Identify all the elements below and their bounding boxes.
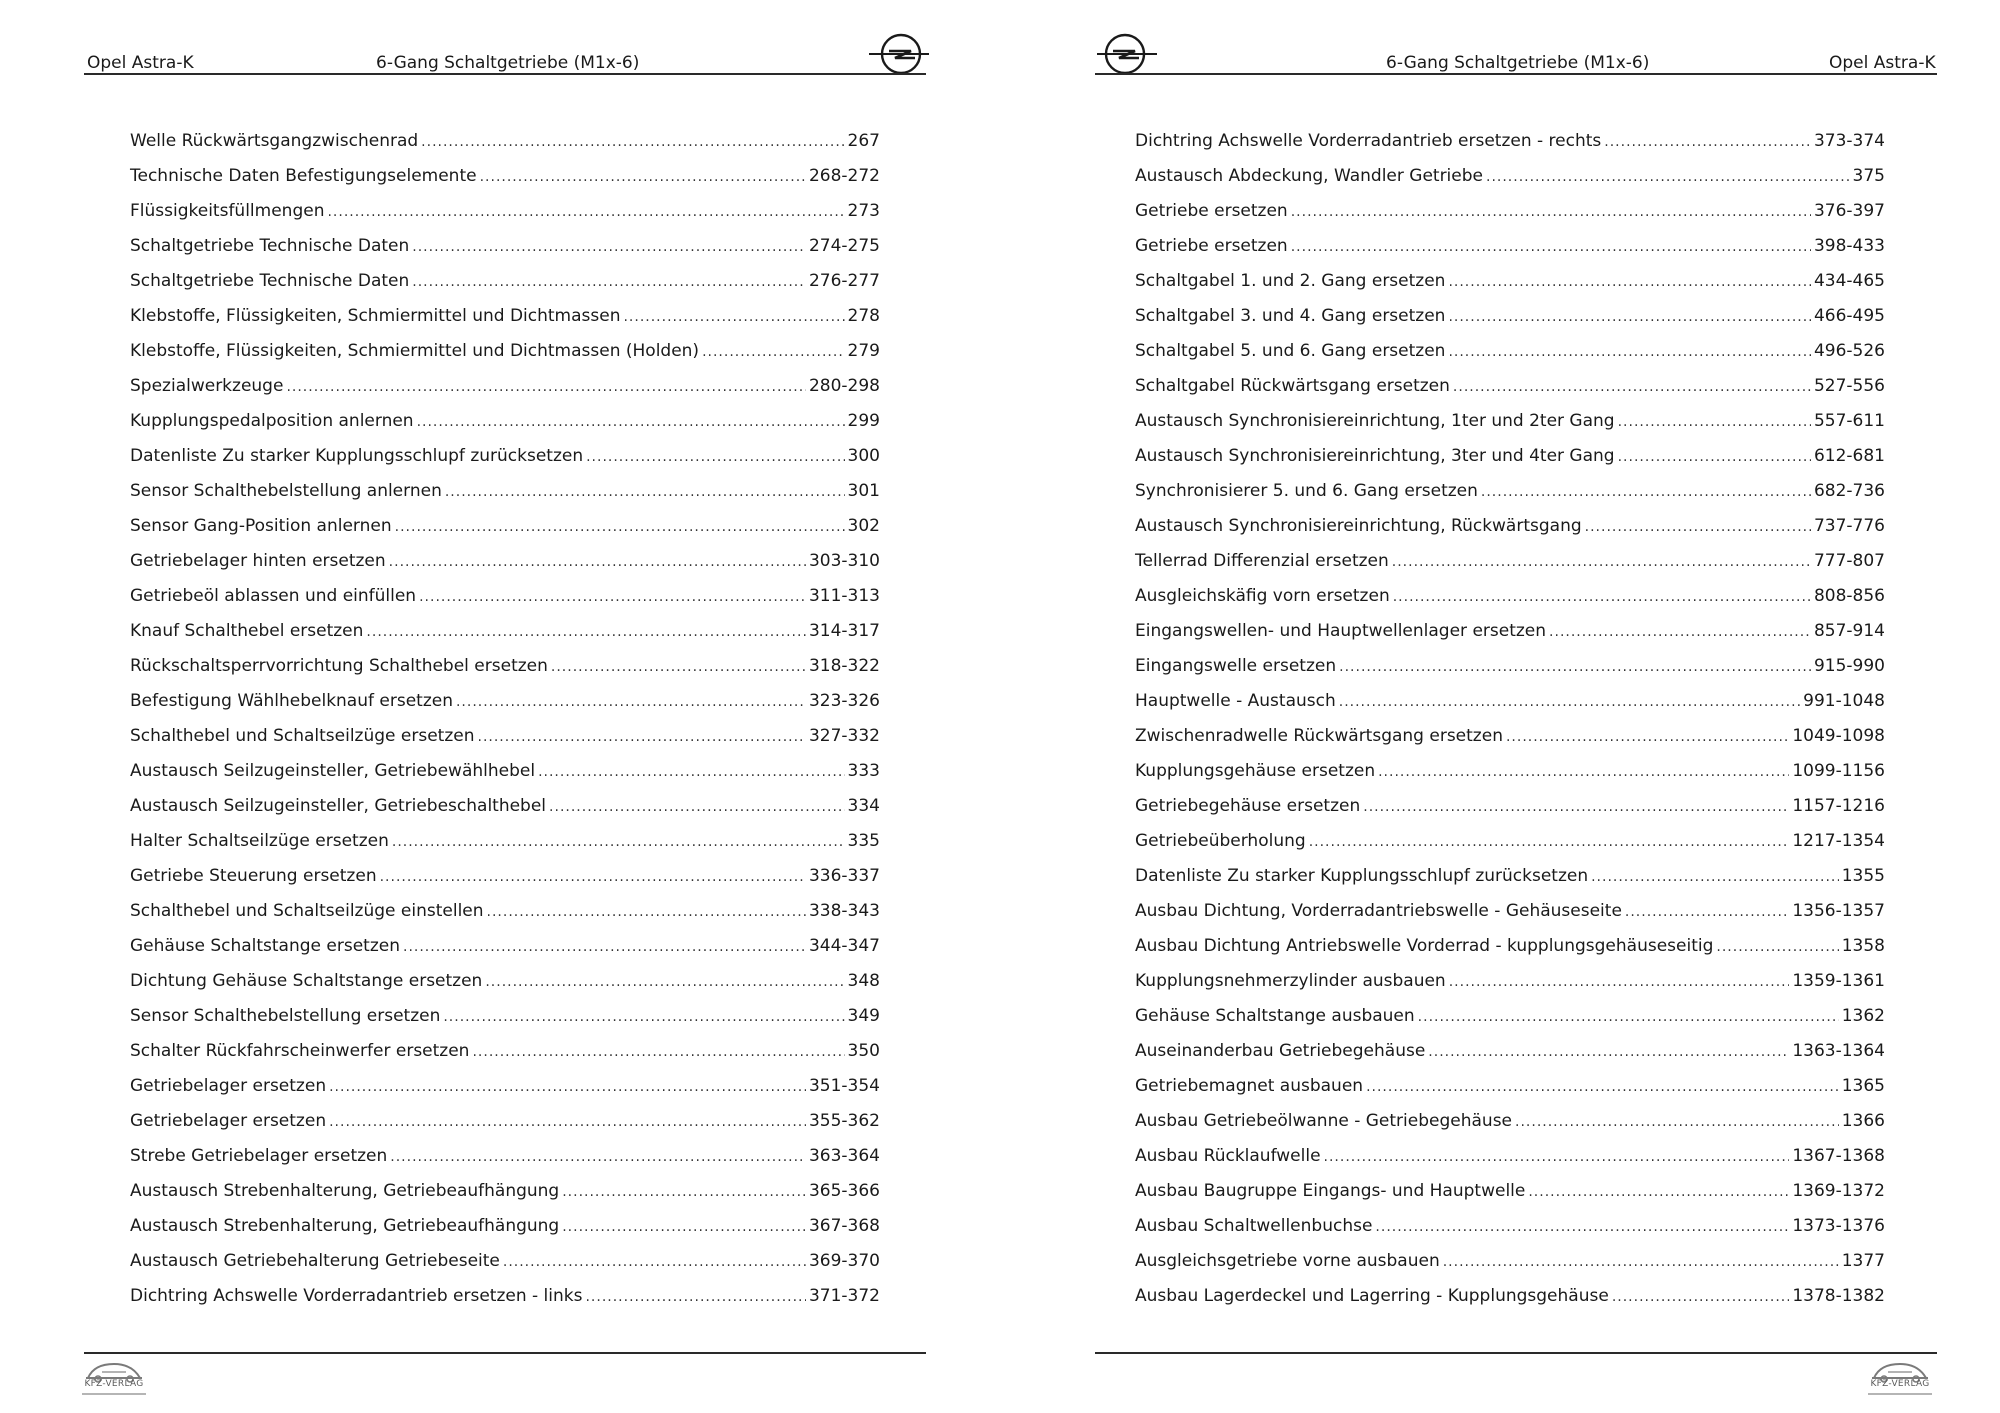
toc-entry-title: Eingangswellen- und Hauptwellenlager ersetzen bbox=[1135, 621, 1547, 641]
toc-entry-page: 1369-1372 bbox=[1792, 1181, 1885, 1201]
toc-entry bbox=[1135, 935, 1885, 970]
toc-entry-title: Austausch Abdeckung, Wandler Getriebe bbox=[1135, 166, 1483, 186]
toc-entry-page: 466-495 bbox=[1813, 306, 1885, 326]
toc-entry-title: Getriebe ersetzen bbox=[1135, 201, 1288, 221]
toc-entry-title: Auseinanderbau Getriebegehäuse bbox=[1135, 1041, 1426, 1061]
toc-entry-title: Austausch Strebenhalterung, Getriebeaufhängung bbox=[130, 1181, 560, 1201]
opel-logo-icon bbox=[867, 30, 931, 76]
toc-entry-page: 1356-1357 bbox=[1792, 901, 1885, 921]
toc-entry bbox=[1135, 165, 1885, 200]
toc-entry-title: Getriebelager ersetzen bbox=[130, 1076, 327, 1096]
toc-entry bbox=[1135, 515, 1885, 550]
toc-entry-page: 1217-1354 bbox=[1792, 831, 1885, 851]
toc-entry-page: 857-914 bbox=[1813, 621, 1885, 641]
toc-entry-page: 336-337 bbox=[808, 866, 880, 886]
toc-entry-page: 434-465 bbox=[1813, 271, 1885, 291]
toc-entry-title: Schalthebel und Schaltseilzüge ersetzen bbox=[130, 726, 475, 746]
toc-entry bbox=[130, 865, 880, 900]
toc-leader-dots bbox=[702, 341, 844, 363]
car-wrench-icon bbox=[80, 1356, 148, 1396]
toc-entry-page: 311-313 bbox=[808, 586, 880, 606]
toc-entry-page: 350 bbox=[847, 1041, 880, 1061]
toc-leader-dots bbox=[1625, 901, 1789, 923]
toc-entry-page: 398-433 bbox=[1813, 236, 1885, 256]
toc-entry bbox=[130, 235, 880, 270]
toc-entry-page: 527-556 bbox=[1813, 376, 1885, 396]
toc-list-left bbox=[130, 130, 880, 1320]
toc-entry-page: 1358 bbox=[1841, 936, 1885, 956]
toc-entry bbox=[130, 1180, 880, 1215]
header-car-model: Opel Astra-K bbox=[87, 53, 194, 73]
toc-entry bbox=[130, 620, 880, 655]
toc-entry bbox=[1135, 1005, 1885, 1040]
toc-entry bbox=[130, 515, 880, 550]
toc-entry bbox=[130, 165, 880, 200]
publisher-name: KFZ-VERLAG bbox=[1870, 1379, 1930, 1389]
toc-entry bbox=[1135, 1285, 1885, 1320]
toc-leader-dots bbox=[456, 691, 806, 713]
toc-entry-page: 682-736 bbox=[1813, 481, 1885, 501]
toc-entry-page: 991-1048 bbox=[1803, 691, 1885, 711]
toc-entry bbox=[130, 585, 880, 620]
toc-leader-dots bbox=[1618, 446, 1811, 468]
toc-entry-title: Getriebeöl ablassen und einfüllen bbox=[130, 586, 417, 606]
toc-entry bbox=[1135, 340, 1885, 375]
toc-leader-dots bbox=[623, 306, 844, 328]
toc-entry bbox=[1135, 1075, 1885, 1110]
toc-leader-dots bbox=[1375, 1216, 1789, 1238]
toc-entry-title: Gehäuse Schaltstange ausbauen bbox=[1135, 1006, 1415, 1026]
toc-entry-title: Ausgleichsgetriebe vorne ausbauen bbox=[1135, 1251, 1440, 1271]
toc-entry-page: 300 bbox=[847, 446, 880, 466]
footer-rule bbox=[1095, 1352, 1937, 1354]
car-wrench-icon bbox=[1866, 1356, 1934, 1396]
toc-leader-dots bbox=[417, 411, 845, 433]
toc-entry-title: Spezialwerkzeuge bbox=[130, 376, 284, 396]
toc-leader-dots bbox=[380, 866, 806, 888]
toc-entry bbox=[130, 1215, 880, 1250]
toc-entry-title: Sensor Schalthebelstellung ersetzen bbox=[130, 1006, 441, 1026]
toc-entry-title: Technische Daten Befestigungselemente bbox=[130, 166, 477, 186]
toc-entry bbox=[1135, 235, 1885, 270]
toc-entry-page: 338-343 bbox=[808, 901, 880, 921]
opel-logo-icon bbox=[1095, 30, 1159, 76]
toc-entry-page: 376-397 bbox=[1813, 201, 1885, 221]
toc-entry-title: Flüssigkeitsfüllmengen bbox=[130, 201, 325, 221]
toc-leader-dots bbox=[485, 971, 844, 993]
toc-leader-dots bbox=[478, 726, 806, 748]
toc-leader-dots bbox=[1591, 866, 1839, 888]
toc-leader-dots bbox=[1515, 1111, 1839, 1133]
toc-leader-dots bbox=[562, 1216, 806, 1238]
toc-entry-page: 351-354 bbox=[808, 1076, 880, 1096]
toc-entry-title: Austausch Getriebehalterung Getriebeseite bbox=[130, 1251, 500, 1271]
toc-leader-dots bbox=[443, 1006, 844, 1028]
toc-entry-page: 355-362 bbox=[808, 1111, 880, 1131]
toc-entry-title: Austausch Seilzugeinsteller, Getriebewählhebel bbox=[130, 761, 536, 781]
toc-entry bbox=[130, 410, 880, 445]
toc-entry bbox=[130, 305, 880, 340]
toc-entry-title: Rückschaltsperrvorrichtung Schalthebel ersetzen bbox=[130, 656, 548, 676]
toc-leader-dots bbox=[503, 1251, 806, 1273]
toc-entry-page: 279 bbox=[847, 341, 880, 361]
toc-leader-dots bbox=[1393, 586, 1811, 608]
toc-entry bbox=[1135, 270, 1885, 305]
toc-entry bbox=[130, 725, 880, 760]
toc-leader-dots bbox=[412, 236, 806, 258]
toc-entry-title: Datenliste Zu starker Kupplungsschlupf zurücksetzen bbox=[130, 446, 584, 466]
toc-entry-page: 1359-1361 bbox=[1792, 971, 1885, 991]
toc-entry bbox=[130, 550, 880, 585]
toc-entry-title: Getriebelager hinten ersetzen bbox=[130, 551, 386, 571]
toc-entry-page: 323-326 bbox=[808, 691, 880, 711]
toc-entry bbox=[130, 795, 880, 830]
toc-entry-title: Schaltgabel 1. und 2. Gang ersetzen bbox=[1135, 271, 1446, 291]
toc-leader-dots bbox=[412, 271, 806, 293]
toc-entry-page: 349 bbox=[847, 1006, 880, 1026]
toc-entry bbox=[130, 935, 880, 970]
toc-entry-title: Klebstoffe, Flüssigkeiten, Schmiermittel und Dichtmassen (Holden) bbox=[130, 341, 700, 361]
toc-entry-title: Austausch Strebenhalterung, Getriebeaufhängung bbox=[130, 1216, 560, 1236]
toc-entry bbox=[130, 1075, 880, 1110]
toc-entry-title: Dichtung Gehäuse Schaltstange ersetzen bbox=[130, 971, 483, 991]
toc-entry bbox=[130, 270, 880, 305]
toc-entry bbox=[1135, 1180, 1885, 1215]
toc-entry-page: 612-681 bbox=[1813, 446, 1885, 466]
toc-entry-title: Dichtring Achswelle Vorderradantrieb ersetzen - rechts bbox=[1135, 131, 1602, 151]
toc-entry bbox=[1135, 1040, 1885, 1075]
toc-entry-page: 496-526 bbox=[1813, 341, 1885, 361]
toc-entry-page: 348 bbox=[847, 971, 880, 991]
publisher-underline bbox=[1868, 1393, 1932, 1395]
toc-entry-page: 273 bbox=[847, 201, 880, 221]
toc-entry-title: Schaltgabel 5. und 6. Gang ersetzen bbox=[1135, 341, 1446, 361]
toc-entry-page: 303-310 bbox=[808, 551, 880, 571]
toc-entry bbox=[1135, 550, 1885, 585]
toc-entry bbox=[130, 375, 880, 410]
kfz-verlag-logo bbox=[1866, 1356, 1934, 1396]
toc-leader-dots bbox=[549, 796, 845, 818]
toc-entry-title: Datenliste Zu starker Kupplungsschlupf zurücksetzen bbox=[1135, 866, 1589, 886]
toc-entry bbox=[1135, 130, 1885, 165]
toc-leader-dots bbox=[1449, 971, 1790, 993]
toc-leader-dots bbox=[1549, 621, 1811, 643]
header-title: 6-Gang Schaltgetriebe (M1x-6) bbox=[1386, 53, 1650, 73]
toc-entry-page: 1363-1364 bbox=[1792, 1041, 1885, 1061]
header-rule bbox=[84, 73, 926, 75]
toc-leader-dots bbox=[1392, 551, 1811, 573]
toc-leader-dots bbox=[472, 1041, 844, 1063]
toc-entry bbox=[130, 445, 880, 480]
toc-entry-title: Zwischenradwelle Rückwärtsgang ersetzen bbox=[1135, 726, 1503, 746]
toc-entry-page: 1099-1156 bbox=[1792, 761, 1885, 781]
toc-entry-title: Ausbau Dichtung, Vorderradantriebswelle - Gehäuseseite bbox=[1135, 901, 1622, 921]
toc-leader-dots bbox=[1363, 796, 1789, 818]
toc-leader-dots bbox=[487, 901, 806, 923]
toc-entry-page: 365-366 bbox=[808, 1181, 880, 1201]
toc-leader-dots bbox=[586, 446, 844, 468]
toc-leader-dots bbox=[538, 761, 844, 783]
toc-entry-title: Ausbau Schaltwellenbuchse bbox=[1135, 1216, 1373, 1236]
toc-leader-dots bbox=[1448, 341, 1811, 363]
toc-entry-page: 333 bbox=[847, 761, 880, 781]
toc-leader-dots bbox=[445, 481, 845, 503]
toc-entry-page: 373-374 bbox=[1813, 131, 1885, 151]
toc-entry-page: 267 bbox=[847, 131, 880, 151]
toc-leader-dots bbox=[585, 1286, 805, 1308]
toc-entry-title: Austausch Synchronisiereinrichtung, 1ter und 2ter Gang bbox=[1135, 411, 1615, 431]
toc-entry-page: 363-364 bbox=[808, 1146, 880, 1166]
footer-rule bbox=[84, 1352, 926, 1354]
toc-leader-dots bbox=[1528, 1181, 1789, 1203]
toc-entry bbox=[130, 130, 880, 165]
toc-leader-dots bbox=[392, 831, 845, 853]
toc-leader-dots bbox=[1428, 1041, 1789, 1063]
toc-leader-dots bbox=[1378, 761, 1789, 783]
toc-entry-page: 1377 bbox=[1841, 1251, 1885, 1271]
toc-entry-title: Schalthebel und Schaltseilzüge einstellen bbox=[130, 901, 484, 921]
toc-entry-page: 367-368 bbox=[808, 1216, 880, 1236]
toc-entry-title: Getriebe Steuerung ersetzen bbox=[130, 866, 377, 886]
toc-leader-dots bbox=[480, 166, 806, 188]
toc-entry-title: Dichtring Achswelle Vorderradantrieb ersetzen - links bbox=[130, 1286, 583, 1306]
toc-entry-page: 1157-1216 bbox=[1792, 796, 1885, 816]
toc-leader-dots bbox=[1418, 1006, 1839, 1028]
kfz-verlag-logo bbox=[80, 1356, 148, 1396]
toc-entry-title: Getriebelager ersetzen bbox=[130, 1111, 327, 1131]
toc-entry-page: 276-277 bbox=[808, 271, 880, 291]
toc-entry-title: Schaltgabel Rückwärtsgang ersetzen bbox=[1135, 376, 1450, 396]
toc-entry-page: 301 bbox=[847, 481, 880, 501]
toc-entry bbox=[1135, 410, 1885, 445]
toc-entry-page: 299 bbox=[847, 411, 880, 431]
toc-entry-title: Schalter Rückfahrscheinwerfer ersetzen bbox=[130, 1041, 470, 1061]
toc-leader-dots bbox=[562, 1181, 806, 1203]
toc-entry-page: 808-856 bbox=[1813, 586, 1885, 606]
toc-entry-page: 335 bbox=[847, 831, 880, 851]
toc-entry bbox=[1135, 830, 1885, 865]
right-page bbox=[1000, 0, 2000, 1413]
toc-entry bbox=[1135, 585, 1885, 620]
toc-entry-page: 371-372 bbox=[808, 1286, 880, 1306]
toc-leader-dots bbox=[366, 621, 806, 643]
toc-leader-dots bbox=[1612, 1286, 1790, 1308]
toc-entry bbox=[1135, 480, 1885, 515]
toc-entry bbox=[130, 1005, 880, 1040]
toc-entry bbox=[1135, 760, 1885, 795]
toc-entry-title: Ausbau Baugruppe Eingangs- und Hauptwelle bbox=[1135, 1181, 1526, 1201]
toc-leader-dots bbox=[329, 1076, 806, 1098]
toc-leader-dots bbox=[286, 376, 806, 398]
toc-entry-title: Klebstoffe, Flüssigkeiten, Schmiermittel und Dichtmassen bbox=[130, 306, 621, 326]
toc-entry-page: 268-272 bbox=[808, 166, 880, 186]
toc-entry bbox=[1135, 445, 1885, 480]
toc-entry bbox=[1135, 200, 1885, 235]
toc-entry-title: Austausch Synchronisiereinrichtung, Rückwärtsgang bbox=[1135, 516, 1582, 536]
toc-entry-title: Ausbau Lagerdeckel und Lagerring - Kupplungsgehäuse bbox=[1135, 1286, 1609, 1306]
toc-entry-title: Welle Rückwärtsgangzwischenrad bbox=[130, 131, 419, 151]
toc-leader-dots bbox=[1486, 166, 1850, 188]
toc-entry-title: Getriebegehäuse ersetzen bbox=[1135, 796, 1361, 816]
toc-entry-title: Halter Schaltseilzüge ersetzen bbox=[130, 831, 389, 851]
toc-entry bbox=[1135, 655, 1885, 690]
toc-entry-title: Eingangswelle ersetzen bbox=[1135, 656, 1337, 676]
toc-leader-dots bbox=[1309, 831, 1790, 853]
toc-leader-dots bbox=[1291, 236, 1811, 258]
toc-leader-dots bbox=[551, 656, 806, 678]
toc-entry-page: 737-776 bbox=[1813, 516, 1885, 536]
toc-entry bbox=[1135, 690, 1885, 725]
toc-entry-page: 344-347 bbox=[808, 936, 880, 956]
toc-entry-title: Austausch Seilzugeinsteller, Getriebeschalthebel bbox=[130, 796, 547, 816]
toc-entry bbox=[130, 655, 880, 690]
toc-entry-page: 375 bbox=[1852, 166, 1885, 186]
toc-leader-dots bbox=[1339, 691, 1800, 713]
toc-entry-page: 1378-1382 bbox=[1792, 1286, 1885, 1306]
toc-entry bbox=[1135, 725, 1885, 760]
publisher-underline bbox=[82, 1393, 146, 1395]
toc-entry bbox=[130, 760, 880, 795]
toc-entry bbox=[130, 200, 880, 235]
toc-leader-dots bbox=[327, 201, 844, 223]
toc-entry-title: Getriebemagnet ausbauen bbox=[1135, 1076, 1364, 1096]
toc-leader-dots bbox=[390, 1146, 806, 1168]
toc-entry-page: 1367-1368 bbox=[1792, 1146, 1885, 1166]
toc-entry bbox=[1135, 865, 1885, 900]
toc-leader-dots bbox=[1506, 726, 1789, 748]
toc-leader-dots bbox=[1448, 271, 1811, 293]
toc-leader-dots bbox=[1448, 306, 1811, 328]
toc-entry-page: 557-611 bbox=[1813, 411, 1885, 431]
toc-entry-title: Getriebe ersetzen bbox=[1135, 236, 1288, 256]
toc-entry bbox=[1135, 375, 1885, 410]
toc-entry-page: 327-332 bbox=[808, 726, 880, 746]
toc-entry bbox=[1135, 1215, 1885, 1250]
toc-entry-title: Getriebeüberholung bbox=[1135, 831, 1306, 851]
toc-leader-dots bbox=[403, 936, 806, 958]
toc-entry-page: 314-317 bbox=[808, 621, 880, 641]
toc-entry-page: 1355 bbox=[1841, 866, 1885, 886]
toc-entry-title: Strebe Getriebelager ersetzen bbox=[130, 1146, 388, 1166]
toc-entry-page: 1365 bbox=[1841, 1076, 1885, 1096]
toc-entry bbox=[130, 480, 880, 515]
toc-entry-page: 274-275 bbox=[808, 236, 880, 256]
toc-entry-title: Schaltgetriebe Technische Daten bbox=[130, 236, 410, 256]
toc-leader-dots bbox=[395, 516, 845, 538]
toc-entry bbox=[130, 340, 880, 375]
toc-leader-dots bbox=[1443, 1251, 1839, 1273]
toc-entry-page: 369-370 bbox=[808, 1251, 880, 1271]
toc-entry bbox=[1135, 305, 1885, 340]
toc-entry-title: Sensor Schalthebelstellung anlernen bbox=[130, 481, 442, 501]
toc-leader-dots bbox=[1716, 936, 1838, 958]
toc-entry bbox=[1135, 620, 1885, 655]
toc-leader-dots bbox=[419, 586, 806, 608]
toc-leader-dots bbox=[421, 131, 844, 153]
toc-entry bbox=[1135, 1250, 1885, 1285]
toc-entry bbox=[1135, 900, 1885, 935]
toc-entry-page: 318-322 bbox=[808, 656, 880, 676]
toc-entry-title: Gehäuse Schaltstange ersetzen bbox=[130, 936, 400, 956]
toc-entry bbox=[1135, 795, 1885, 830]
toc-entry-page: 1366 bbox=[1841, 1111, 1885, 1131]
toc-entry-page: 1362 bbox=[1841, 1006, 1885, 1026]
toc-entry-title: Schaltgetriebe Technische Daten bbox=[130, 271, 410, 291]
header-car-model: Opel Astra-K bbox=[1829, 53, 1936, 73]
toc-entry-title: Ausbau Dichtung Antriebswelle Vorderrad - kupplungsgehäuseseitig bbox=[1135, 936, 1714, 956]
header-title: 6-Gang Schaltgetriebe (M1x-6) bbox=[376, 53, 640, 73]
toc-entry-page: 777-807 bbox=[1813, 551, 1885, 571]
toc-entry bbox=[130, 1250, 880, 1285]
toc-entry-page: 278 bbox=[847, 306, 880, 326]
toc-entry-title: Tellerrad Differenzial ersetzen bbox=[1135, 551, 1389, 571]
toc-leader-dots bbox=[329, 1111, 806, 1133]
toc-entry-title: Kupplungsgehäuse ersetzen bbox=[1135, 761, 1376, 781]
header-rule bbox=[1095, 73, 1937, 75]
toc-entry-page: 302 bbox=[847, 516, 880, 536]
toc-entry bbox=[1135, 1110, 1885, 1145]
toc-entry-page: 280-298 bbox=[808, 376, 880, 396]
toc-leader-dots bbox=[1339, 656, 1811, 678]
toc-entry-title: Befestigung Wählhebelknauf ersetzen bbox=[130, 691, 453, 711]
toc-leader-dots bbox=[389, 551, 806, 573]
toc-entry bbox=[130, 830, 880, 865]
toc-entry-title: Kupplungspedalposition anlernen bbox=[130, 411, 414, 431]
toc-entry bbox=[130, 1145, 880, 1180]
toc-entry bbox=[1135, 970, 1885, 1005]
toc-entry-title: Kupplungsnehmerzylinder ausbauen bbox=[1135, 971, 1446, 991]
toc-list-right bbox=[1135, 130, 1885, 1320]
toc-entry bbox=[1135, 1145, 1885, 1180]
toc-entry-title: Knauf Schalthebel ersetzen bbox=[130, 621, 364, 641]
toc-leader-dots bbox=[1604, 131, 1811, 153]
toc-leader-dots bbox=[1618, 411, 1811, 433]
toc-entry bbox=[130, 1040, 880, 1075]
toc-entry-title: Schaltgabel 3. und 4. Gang ersetzen bbox=[1135, 306, 1446, 326]
toc-entry-page: 334 bbox=[847, 796, 880, 816]
toc-leader-dots bbox=[1585, 516, 1811, 538]
toc-entry bbox=[130, 690, 880, 725]
toc-leader-dots bbox=[1366, 1076, 1839, 1098]
toc-entry bbox=[130, 1285, 880, 1320]
toc-entry bbox=[130, 1110, 880, 1145]
toc-entry-title: Ausbau Getriebeölwanne - Getriebegehäuse bbox=[1135, 1111, 1513, 1131]
toc-leader-dots bbox=[1324, 1146, 1790, 1168]
toc-leader-dots bbox=[1453, 376, 1811, 398]
toc-entry-title: Austausch Synchronisiereinrichtung, 3ter und 4ter Gang bbox=[1135, 446, 1615, 466]
toc-entry-title: Ausgleichskäfig vorn ersetzen bbox=[1135, 586, 1390, 606]
toc-entry-title: Synchronisierer 5. und 6. Gang ersetzen bbox=[1135, 481, 1478, 501]
toc-entry bbox=[130, 970, 880, 1005]
toc-entry-page: 1049-1098 bbox=[1792, 726, 1885, 746]
toc-entry-page: 915-990 bbox=[1813, 656, 1885, 676]
toc-entry-page: 1373-1376 bbox=[1792, 1216, 1885, 1236]
toc-entry-title: Ausbau Rücklaufwelle bbox=[1135, 1146, 1321, 1166]
publisher-name: KFZ-VERLAG bbox=[84, 1379, 144, 1389]
toc-leader-dots bbox=[1481, 481, 1811, 503]
toc-leader-dots bbox=[1291, 201, 1811, 223]
toc-entry-title: Sensor Gang-Position anlernen bbox=[130, 516, 392, 536]
toc-entry-title: Hauptwelle - Austausch bbox=[1135, 691, 1336, 711]
toc-entry bbox=[130, 900, 880, 935]
